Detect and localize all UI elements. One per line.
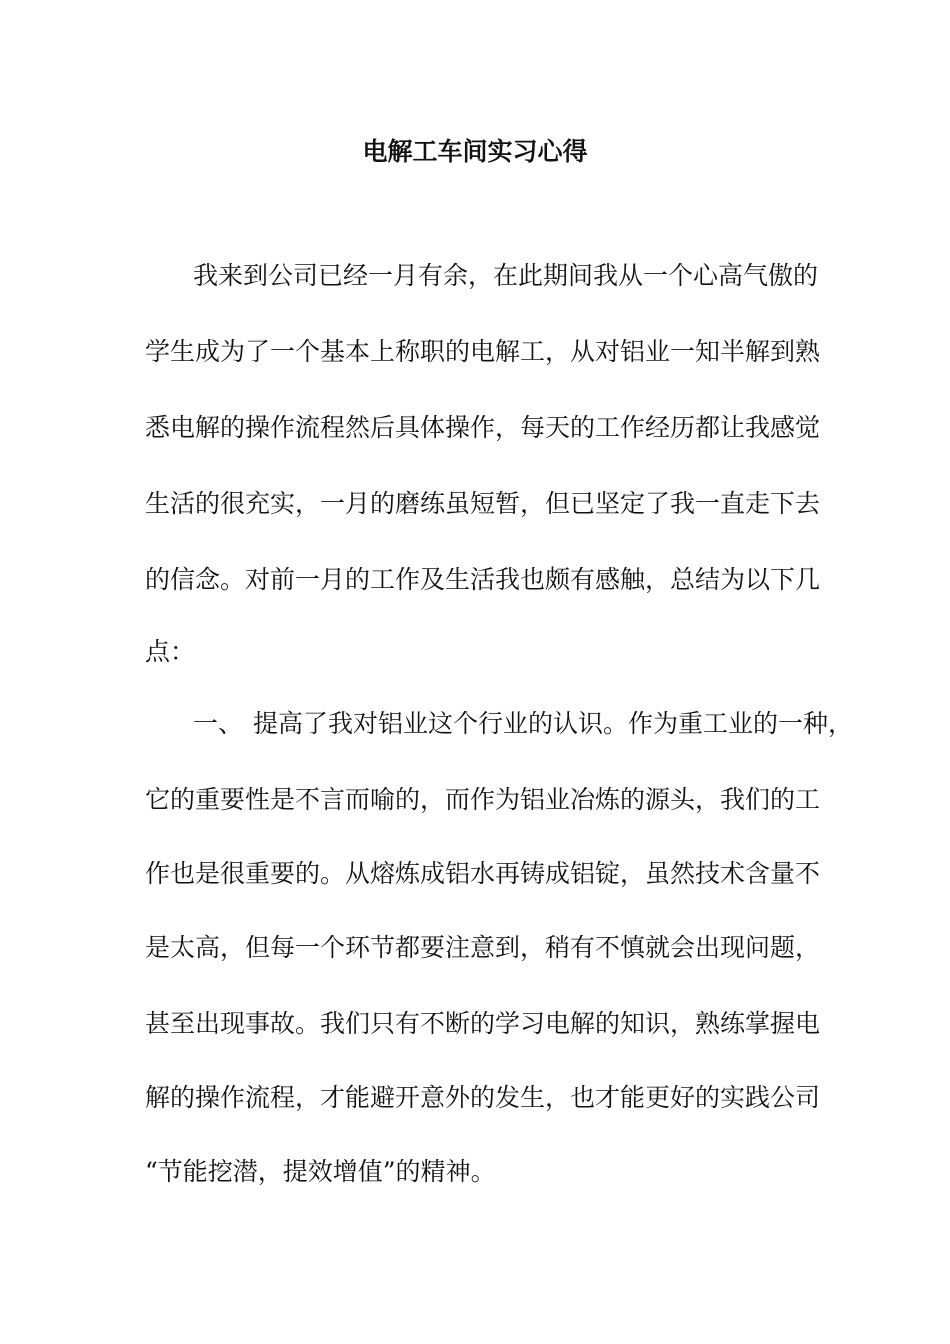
paragraph-line: 作也是很重要的。从熔炼成铝水再铸成铝锭，虽然技术含量不 [145, 859, 821, 888]
list-item-text: 提高了我对铝业这个行业的认识。作为重工业的一种， [253, 709, 854, 738]
paragraph-line: 学生成为了一个基本上称职的电解工，从对铝业一知半解到熟 [145, 337, 821, 366]
paragraph-line: 我来到公司已经一月有余，在此期间我从一个心高气傲的 [193, 261, 819, 290]
paragraph-line: 解的操作流程，才能避开意外的发生，也才能更好的实践公司 [145, 1083, 821, 1112]
paragraph-line: 悉电解的操作流程然后具体操作，每天的工作经历都让我感觉 [145, 413, 821, 442]
list-item-line [193, 706, 853, 742]
paragraph-line: “节能挖潜，提效增值”的精神。 [145, 1157, 496, 1186]
paragraph-line: 的信念。对前一月的工作及生活我也颇有感触，总结为以下几 [145, 565, 821, 594]
paragraph-line: 甚至出现事故。我们只有不断的学习电解的知识，熟练掌握电 [145, 1009, 821, 1038]
list-marker: 一、 [193, 709, 244, 738]
paragraph-line: 生活的很充实，一月的磨练虽短暂，但已坚定了我一直走下去 [145, 489, 821, 518]
document-title: 电解工车间实习心得 [362, 137, 588, 166]
paragraph-line: 它的重要性是不言而喻的，而作为铝业冶炼的源头，我们的工 [145, 785, 821, 814]
paragraph-line: 点： [145, 637, 196, 666]
paragraph-line: 是太高，但每一个环节都要注意到，稍有不慎就会出现问题， [145, 933, 821, 962]
